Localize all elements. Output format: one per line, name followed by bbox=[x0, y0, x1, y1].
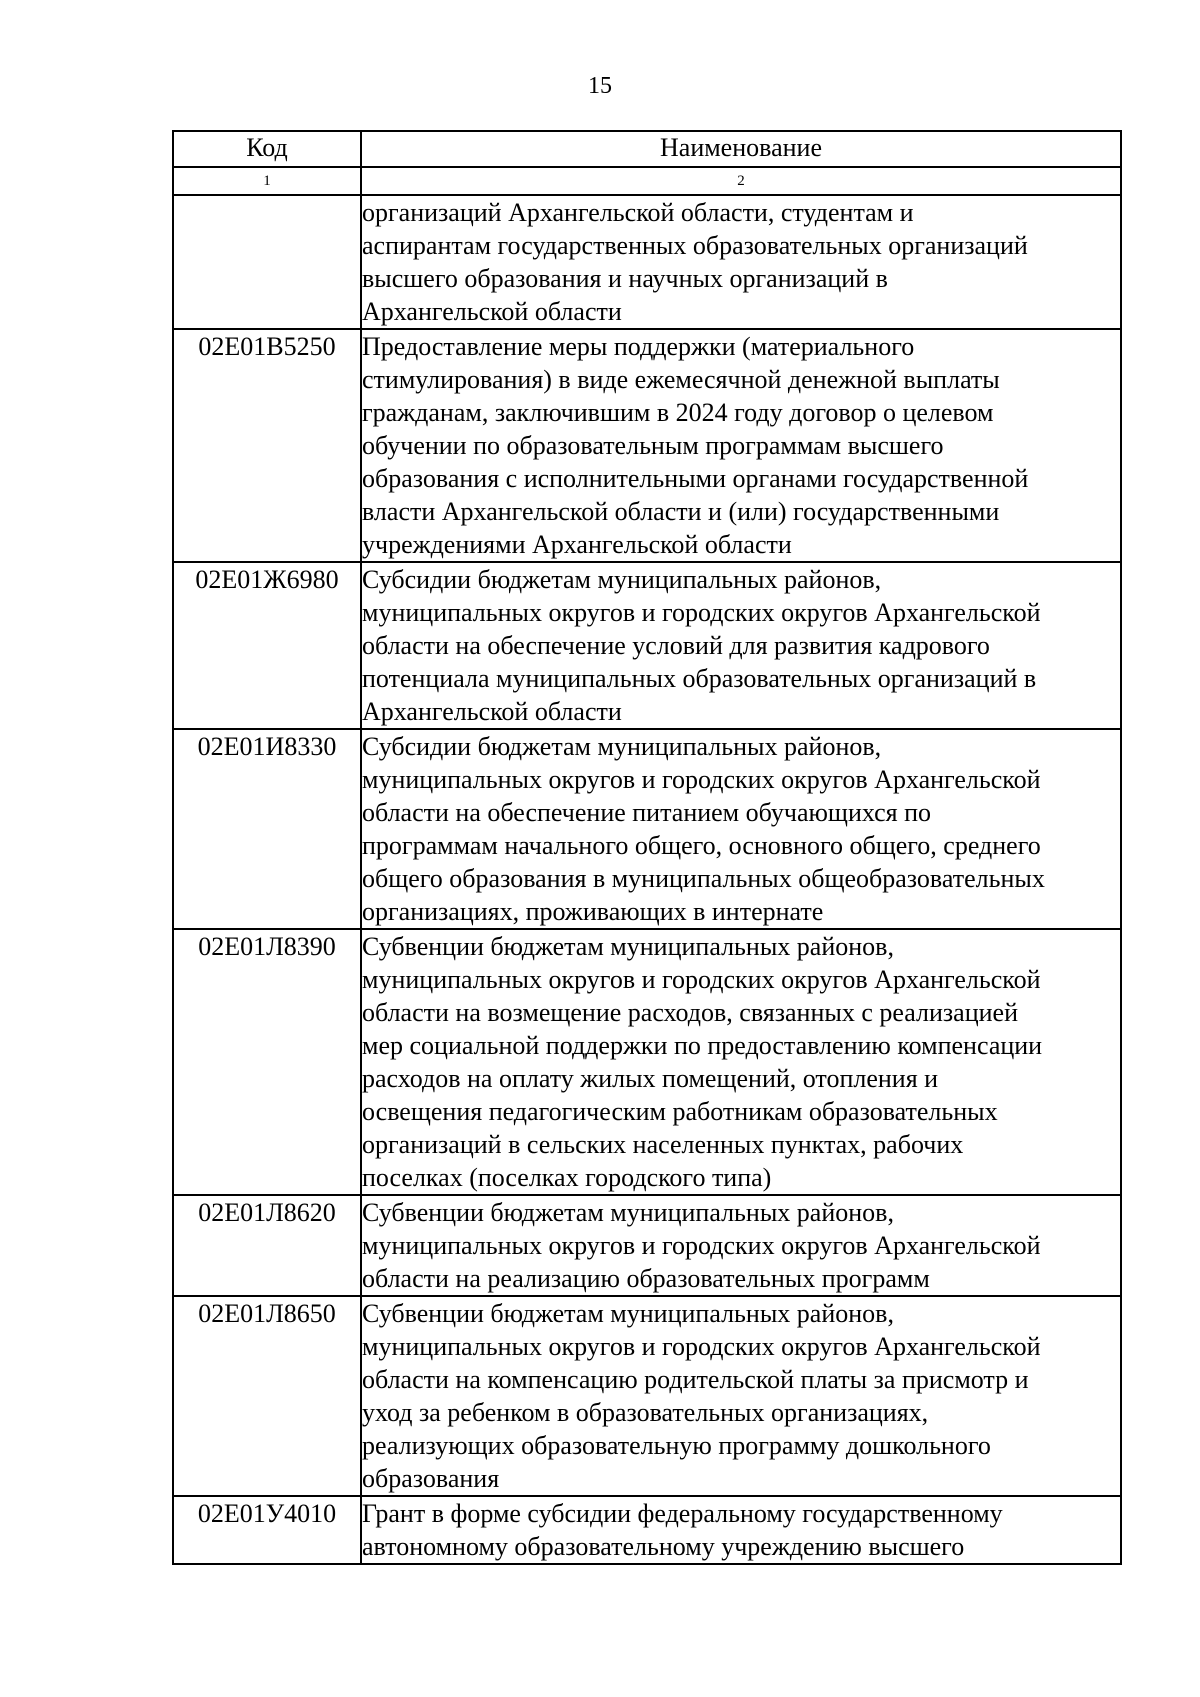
row-code: 02Е01У4010 bbox=[173, 1496, 361, 1564]
table-row bbox=[173, 1195, 1121, 1296]
table-row bbox=[173, 562, 1121, 729]
row-code: 02Е01Л8650 bbox=[173, 1296, 361, 1496]
row-name-line: потенциала муниципальных образовательных организаций в bbox=[362, 664, 1037, 693]
column-number-row bbox=[173, 167, 1121, 195]
column-number-name: 2 bbox=[361, 167, 1121, 195]
column-number-code: 1 bbox=[173, 167, 361, 195]
row-name-line: Субсидии бюджетам муниципальных районов, bbox=[362, 565, 882, 594]
row-name bbox=[361, 329, 1121, 562]
row-name-line: муниципальных округов и городских округов Архангельской bbox=[362, 1332, 1041, 1361]
row-name-line: мер социальной поддержки по предоставлению компенсации bbox=[362, 1031, 1043, 1060]
budget-codes-table bbox=[172, 130, 1122, 1565]
table-row bbox=[173, 1296, 1121, 1496]
row-name-line: расходов на оплату жилых помещений, отопления и bbox=[362, 1064, 939, 1093]
row-name-line: Субвенции бюджетам муниципальных районов, bbox=[362, 1198, 894, 1227]
row-name-line: обучении по образовательным программам высшего bbox=[362, 431, 944, 460]
table-row bbox=[173, 195, 1121, 329]
row-name bbox=[361, 1496, 1121, 1564]
row-code: 02Е01Л8620 bbox=[173, 1195, 361, 1296]
header-row bbox=[173, 131, 1121, 167]
row-name-line: Субсидии бюджетам муниципальных районов, bbox=[362, 732, 882, 761]
row-name-line: Архангельской области bbox=[362, 297, 622, 326]
row-name-line: образования с исполнительными органами государственной bbox=[362, 464, 1029, 493]
row-name bbox=[361, 929, 1121, 1195]
row-name-line: Субвенции бюджетам муниципальных районов, bbox=[362, 1299, 894, 1328]
row-name bbox=[361, 1195, 1121, 1296]
row-name-line: области на обеспечение питанием обучающихся по bbox=[362, 798, 932, 827]
table-row bbox=[173, 729, 1121, 929]
row-name-line: учреждениями Архангельской области bbox=[362, 530, 792, 559]
row-name-line: образования bbox=[362, 1464, 500, 1493]
row-name-line: уход за ребенком в образовательных организациях, bbox=[362, 1398, 929, 1427]
row-code bbox=[173, 195, 361, 329]
row-code: 02Е01Л8390 bbox=[173, 929, 361, 1195]
row-name-line: организациях, проживающих в интернате bbox=[362, 897, 824, 926]
row-code: 02Е01Ж6980 bbox=[173, 562, 361, 729]
header-code: Код bbox=[173, 131, 361, 167]
row-name-line: Грант в форме субсидии федеральному государственному bbox=[362, 1499, 1003, 1528]
row-name-line: муниципальных округов и городских округов Архангельской bbox=[362, 765, 1041, 794]
table-body bbox=[173, 195, 1121, 1564]
row-name-line: организаций в сельских населенных пунктах, рабочих bbox=[362, 1130, 964, 1159]
row-name-line: автономному образовательному учреждению высшего bbox=[362, 1532, 965, 1561]
row-name-line: программам начального общего, основного общего, среднего bbox=[362, 831, 1041, 860]
table-row bbox=[173, 1496, 1121, 1564]
row-name-line: области на обеспечение условий для развития кадрового bbox=[362, 631, 990, 660]
row-name-line: аспирантам государственных образовательных организаций bbox=[362, 231, 1028, 260]
header-name: Наименование bbox=[361, 131, 1121, 167]
row-name-line: власти Архангельской области и (или) государственными bbox=[362, 497, 1000, 526]
row-name-line: организаций Архангельской области, студентам и bbox=[362, 198, 914, 227]
row-name-line: Архангельской области bbox=[362, 697, 622, 726]
row-name-line: муниципальных округов и городских округов Архангельской bbox=[362, 965, 1041, 994]
row-name-line: Субвенции бюджетам муниципальных районов, bbox=[362, 932, 894, 961]
table-row bbox=[173, 929, 1121, 1195]
row-name bbox=[361, 1296, 1121, 1496]
row-name-line: муниципальных округов и городских округов Архангельской bbox=[362, 598, 1041, 627]
row-name bbox=[361, 195, 1121, 329]
page-number: 15 bbox=[588, 73, 612, 99]
row-name-line: Предоставление меры поддержки (материального bbox=[362, 332, 915, 361]
row-name-line: общего образования в муниципальных общеобразовательных bbox=[362, 864, 1045, 893]
row-code: 02Е01И8330 bbox=[173, 729, 361, 929]
row-name-line: гражданам, заключившим в 2024 году договор о целевом bbox=[362, 398, 994, 427]
row-name-line: реализующих образовательную программу дошкольного bbox=[362, 1431, 991, 1460]
row-name-line: муниципальных округов и городских округов Архангельской bbox=[362, 1231, 1041, 1260]
row-name-line: стимулирования) в виде ежемесячной денежной выплаты bbox=[362, 365, 1000, 394]
row-code: 02Е01В5250 bbox=[173, 329, 361, 562]
table-row bbox=[173, 329, 1121, 562]
row-name-line: высшего образования и научных организаций в bbox=[362, 264, 888, 293]
row-name-line: поселках (поселках городского типа) bbox=[362, 1163, 772, 1192]
row-name-line: области на компенсацию родительской платы за присмотр и bbox=[362, 1365, 1029, 1394]
row-name-line: области на реализацию образовательных программ bbox=[362, 1264, 930, 1293]
row-name-line: освещения педагогическим работникам образовательных bbox=[362, 1097, 998, 1126]
row-name bbox=[361, 562, 1121, 729]
row-name-line: области на возмещение расходов, связанных с реализацией bbox=[362, 998, 1018, 1027]
row-name bbox=[361, 729, 1121, 929]
